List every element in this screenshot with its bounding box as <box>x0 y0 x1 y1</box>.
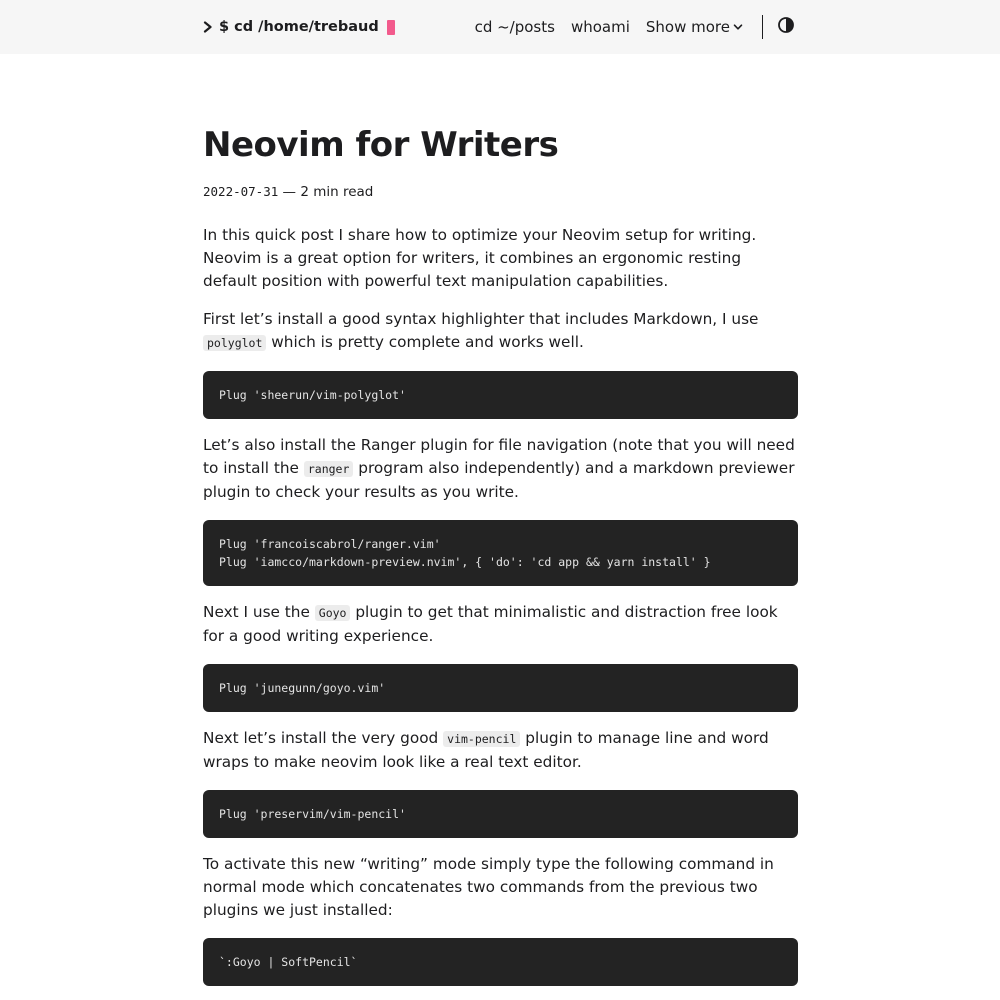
contrast-icon <box>777 16 795 38</box>
code-line: Plug 'sheerun/vim-polyglot' <box>219 388 406 402</box>
code-line: Plug 'preservim/vim-pencil' <box>219 807 406 821</box>
paragraph-ranger: Let’s also install the Ranger plugin for file navigation (note that you will need to install the ranger program also independently) and a markdown previewer plugin to check your results as you write. <box>203 436 795 501</box>
post-date: 2022-07-31 <box>203 184 279 199</box>
nav-link-whoami[interactable]: whoami <box>570 18 630 36</box>
post-title: Neovim for Writers <box>203 125 559 165</box>
post-content <box>203 120 798 986</box>
nav-divider <box>762 15 763 39</box>
code-line: Plug 'iamcco/markdown-preview.nvim', { 'do': 'cd app && yarn install' } <box>219 555 711 569</box>
code-block <box>203 664 798 712</box>
code-line: Plug 'francoiscabrol/ranger.vim' <box>219 537 441 551</box>
paragraph-writing-mode: To activate this new “writing” mode simply type the following command in normal mode which concatenates two commands from the previous two plugins we just installed: <box>203 855 774 919</box>
main-nav <box>459 15 795 39</box>
site-logo[interactable] <box>203 17 395 37</box>
code-block <box>203 520 798 586</box>
paragraph-goyo: Next I use the Goyo plugin to get that minimalistic and distraction free look for a good writing experience. <box>203 603 778 645</box>
chevron-right-icon <box>203 21 213 33</box>
paragraph-pencil: Next let’s install the very good vim-pencil plugin to manage line and word wraps to make neovim look like a real text editor. <box>203 729 769 771</box>
logo-text: $ cd /home/trebaud <box>219 19 379 35</box>
chevron-down-icon <box>733 18 743 36</box>
post-meta <box>203 182 798 202</box>
code-line: `:Goyo | SoftPencil` <box>219 955 358 969</box>
inline-code-polyglot: polyglot <box>203 335 266 351</box>
site-header <box>0 0 1000 54</box>
post-read-time: — 2 min read <box>278 184 374 200</box>
code-block <box>203 938 798 986</box>
terminal-cursor <box>387 20 395 35</box>
paragraph-intro: In this quick post I share how to optimize your Neovim setup for writing. Neovim is a great option for writers, it combines an ergonomic resting default position with powerful text manipulation capabilities. <box>203 226 757 290</box>
theme-toggle-button[interactable] <box>777 16 795 38</box>
code-block <box>203 790 798 838</box>
show-more-dropdown[interactable] <box>646 18 743 36</box>
inline-code-ranger: ranger <box>304 461 354 477</box>
inline-code-goyo: Goyo <box>315 605 351 621</box>
paragraph-polyglot: First let’s install a good syntax highlighter that includes Markdown, I use polyglot which is pretty complete and works well. <box>203 310 759 351</box>
code-line: Plug 'junegunn/goyo.vim' <box>219 681 386 695</box>
code-block <box>203 371 798 419</box>
inline-code-vim-pencil: vim-pencil <box>443 731 520 747</box>
show-more-label: Show more <box>645 18 730 36</box>
nav-link-posts[interactable]: cd ~/posts <box>474 18 555 36</box>
